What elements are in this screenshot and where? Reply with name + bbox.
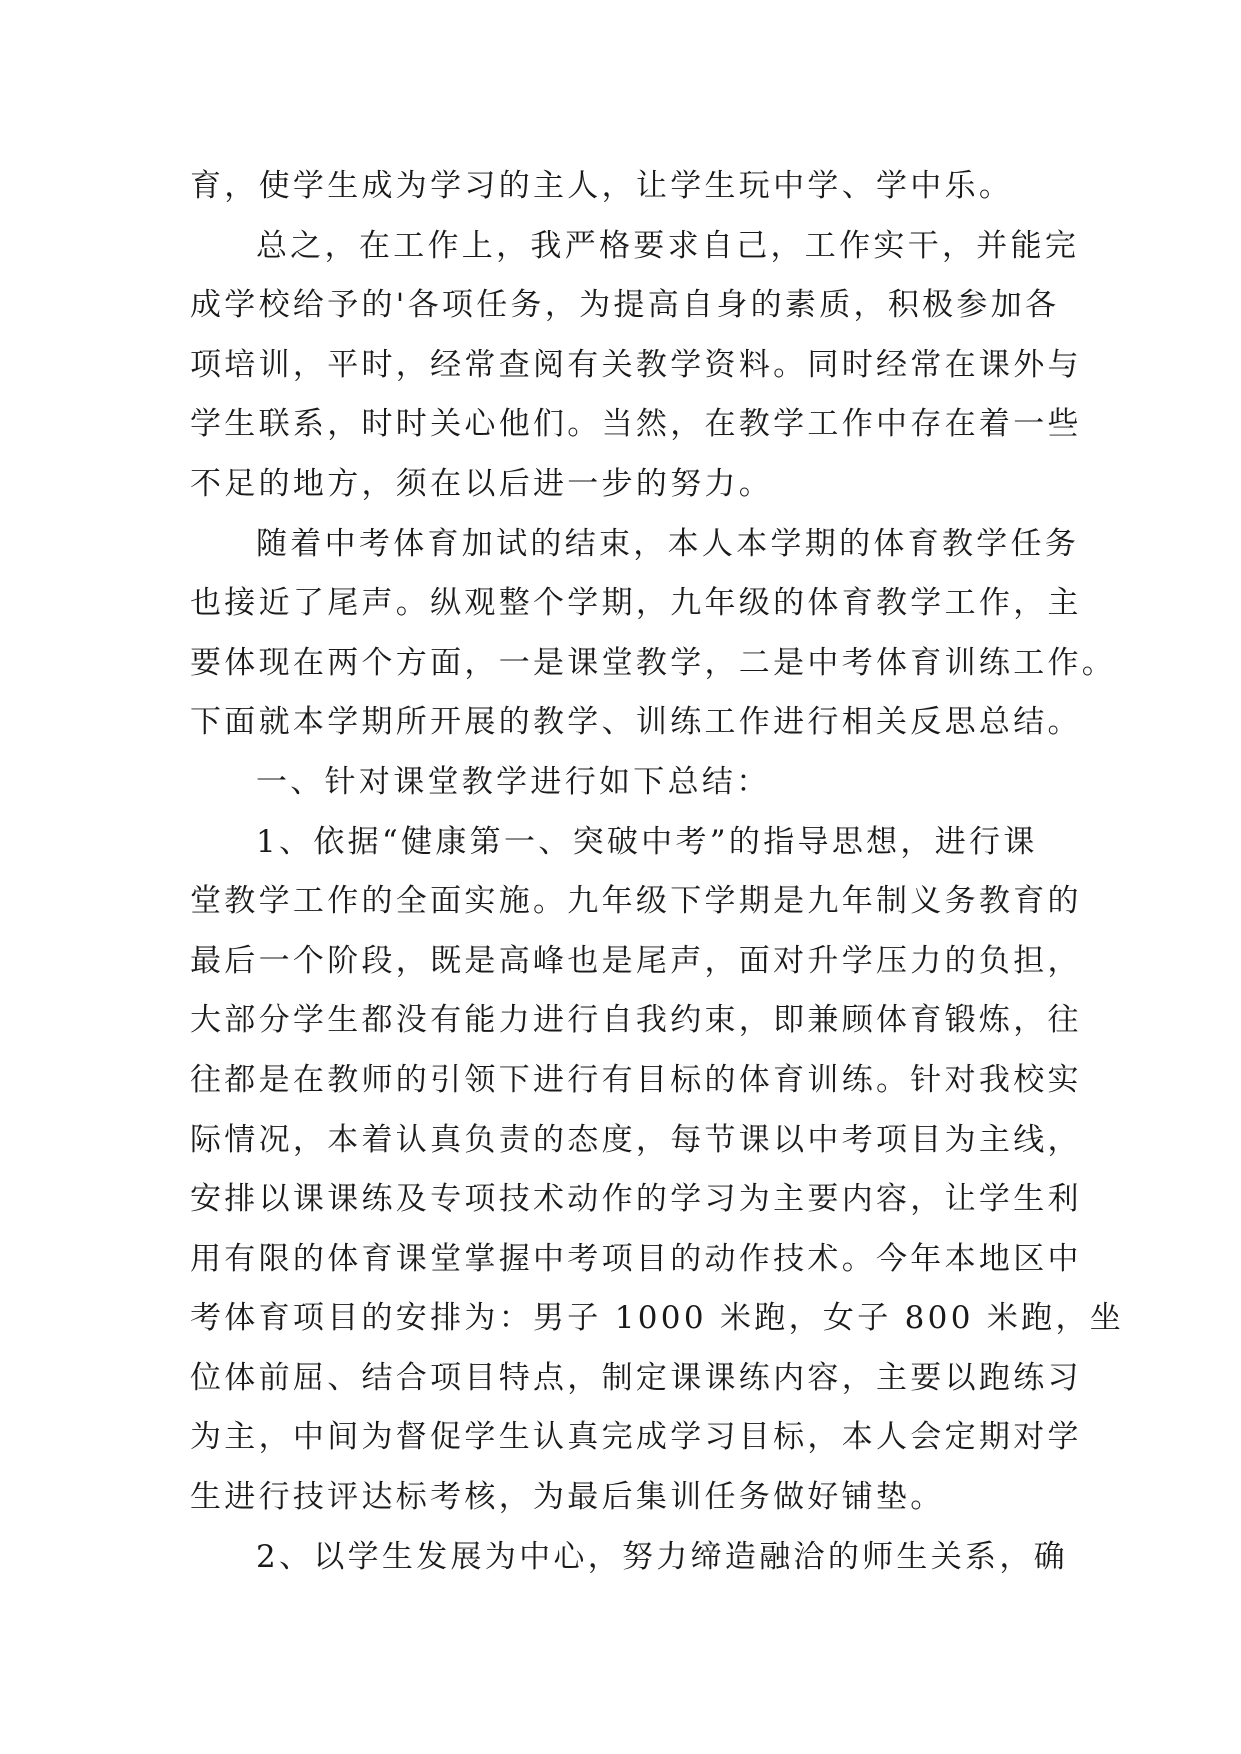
text-line: 总之，在工作上，我严格要求自己，工作实干，并能完 [256, 227, 1080, 264]
text-line: 随着中考体育加试的结束，本人本学期的体育教学任务 [256, 525, 1080, 562]
document-body [190, 157, 1125, 1587]
text-line: 考体育项目的安排为：男子 1000 米跑，女子 800 米跑，坐 [190, 1300, 1125, 1337]
text-line: 2、以学生发展为中心，努力缔造融洽的师生关系，确 [256, 1538, 1068, 1575]
text-line: 安排以课课练及专项技术动作的学习为主要内容，让学生利 [190, 1181, 1082, 1218]
text-line: 不足的地方，须在以后进一步的努力。 [190, 465, 774, 502]
text-line: 生进行技评达标考核，为最后集训任务做好铺垫。 [190, 1479, 945, 1516]
text-line: 育，使学生成为学习的主人，让学生玩中学、学中乐。 [190, 168, 1014, 204]
text-line: 项培训，平时，经常查阅有关教学资料。同时经常在课外与 [190, 346, 1082, 383]
text-line: 1、依据“健康第一、突破中考”的指导思想，进行课 [256, 823, 1038, 860]
text-line: 一、针对课堂教学进行如下总结： [256, 763, 771, 800]
text-line: 用有限的体育课堂掌握中考项目的动作技术。今年本地区中 [190, 1240, 1082, 1277]
text-line: 成学校给予的'各项任务，为提高自身的素质，积极参加各 [190, 287, 1060, 324]
text-line: 堂教学工作的全面实施。九年级下学期是九年制义务教育的 [190, 883, 1082, 920]
text-line: 要体现在两个方面，一是课堂教学，二是中考体育训练工作。 [190, 644, 1117, 681]
text-line: 也接近了尾声。纵观整个学期，九年级的体育教学工作，主 [190, 585, 1082, 622]
text-line: 下面就本学期所开展的教学、训练工作进行相关反思总结。 [190, 704, 1082, 741]
text-line: 位体前屈、结合项目特点，制定课课练内容，主要以跑练习 [190, 1359, 1082, 1396]
text-line: 大部分学生都没有能力进行自我约束，即兼顾体育锻炼，往 [190, 1002, 1082, 1039]
text-line: 为主，中间为督促学生认真完成学习目标，本人会定期对学 [190, 1419, 1082, 1456]
text-line: 际情况，本着认真负责的态度，每节课以中考项目为主线， [190, 1121, 1082, 1158]
text-line: 学生联系，时时关心他们。当然，在教学工作中存在着一些 [190, 406, 1082, 443]
text-line: 最后一个阶段，既是高峰也是尾声，面对升学压力的负担， [190, 942, 1082, 979]
text-line: 往都是在教师的引领下进行有目标的体育训练。针对我校实 [190, 1061, 1082, 1098]
